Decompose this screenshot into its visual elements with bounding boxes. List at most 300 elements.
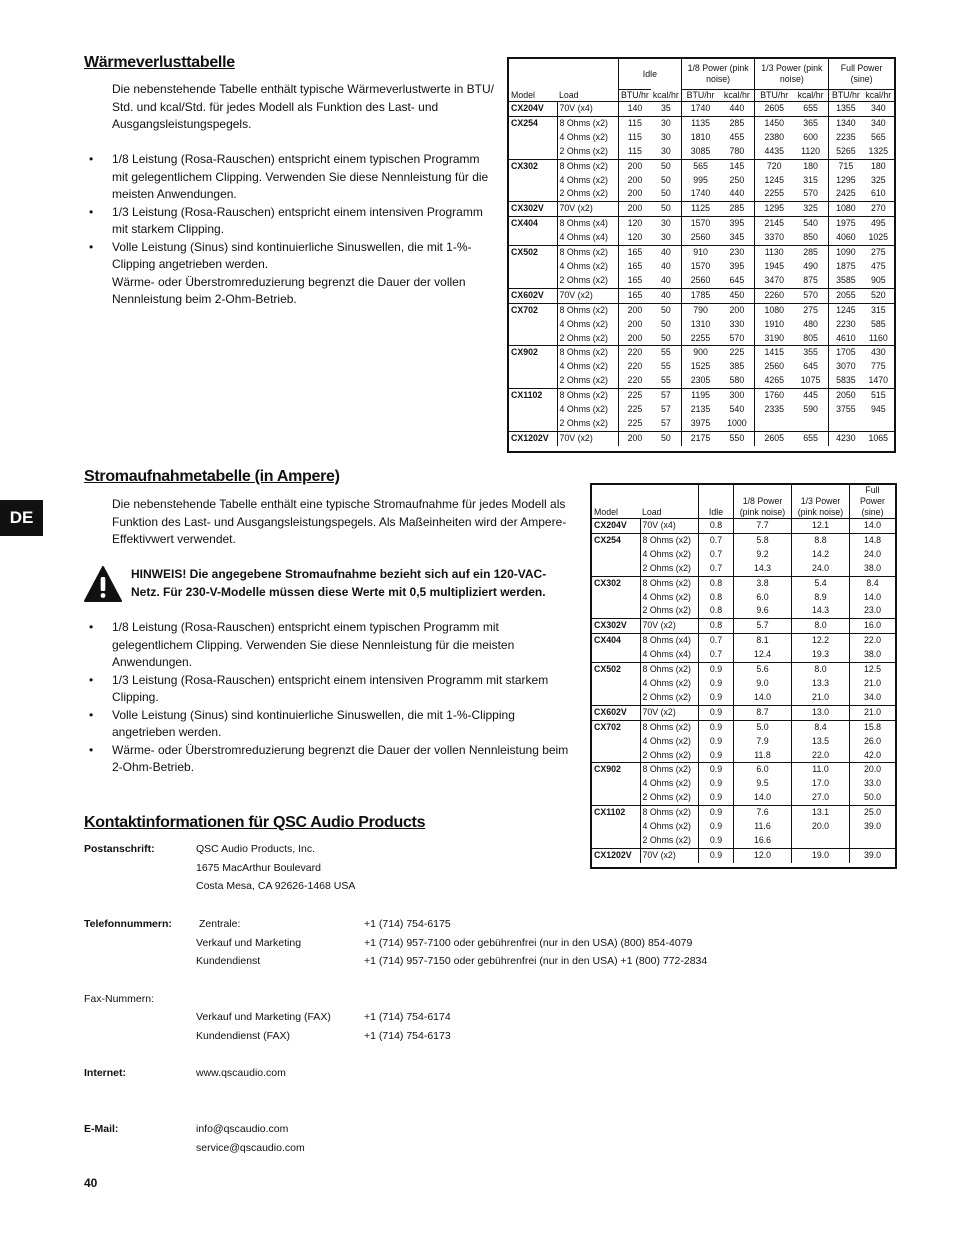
load-cell: 8 Ohms (x2)	[557, 159, 619, 173]
model-cell: CX404	[511, 218, 538, 229]
current-bullet: • 1/8 Leistung (Rosa-Rauschen) entspricht einem typischen Programm mit gelegentlichem Clipping. Verwenden Sie diese Nennleistung für die meisten Anwendungen.	[85, 619, 580, 672]
value-cell: 550	[729, 432, 745, 443]
value-cell: 8.4	[792, 720, 850, 734]
value-cell: 345	[729, 232, 745, 243]
model-cell: CX1202V	[594, 849, 632, 860]
table-row	[509, 288, 894, 303]
value-cell: 910	[681, 246, 719, 260]
value-cell: 875	[803, 274, 818, 285]
value-cell: 7.7	[734, 519, 792, 534]
load-cell: 8 Ohms (x2)	[640, 806, 699, 820]
load-cell: 2 Ohms (x2)	[640, 834, 699, 848]
value-cell: 1705	[829, 346, 863, 360]
load-cell: 70V (x4)	[557, 102, 619, 117]
value-cell: 0.7	[699, 562, 734, 576]
value-cell: 0.8	[699, 576, 734, 590]
value-cell: 115	[619, 145, 651, 159]
col-kcal: kcal/hr	[719, 90, 755, 102]
table-row	[592, 720, 895, 734]
load-cell: 4 Ohms (x4)	[557, 231, 619, 245]
value-cell: 0.8	[699, 619, 734, 634]
table-row	[592, 705, 895, 720]
heat-bullet-list	[85, 151, 495, 309]
table-row	[509, 318, 894, 332]
table-row	[509, 231, 894, 245]
current-bullet: • Wärme- oder Überstromreduzierung begrenzt die Dauer der vollen Nennleistung beim 2-Ohm-Betrieb.	[85, 742, 580, 777]
model-cell: CX702	[511, 304, 538, 315]
table-row	[509, 174, 894, 188]
value-cell: 8.0	[792, 619, 850, 634]
postal-line: Costa Mesa, CA 92626-1468 USA	[196, 880, 356, 893]
group-third: 1/3 Power (pink noise)	[755, 59, 829, 90]
value-cell: 270	[870, 203, 886, 214]
value-cell: 39.0	[850, 820, 896, 834]
value-cell: 645	[803, 361, 818, 372]
value-cell: 34.0	[850, 691, 896, 705]
value-cell: 0.8	[699, 591, 734, 605]
value-cell: 0.9	[699, 677, 734, 691]
internet-url[interactable]: www.qscaudio.com	[196, 1067, 286, 1079]
load-cell: 2 Ohms (x2)	[557, 187, 619, 201]
load-cell: 2 Ohms (x2)	[557, 374, 619, 388]
value-cell: 325	[870, 174, 886, 185]
value-cell: 1760	[755, 389, 793, 403]
value-cell: 120	[619, 231, 651, 245]
value-cell: 140	[619, 102, 651, 117]
value-cell: 200	[619, 431, 651, 445]
table-row	[509, 303, 894, 317]
value-cell: 200	[619, 332, 651, 346]
model-cell: CX204V	[511, 103, 544, 113]
phone-main-number: +1 (714) 754-6175	[364, 918, 451, 930]
value-cell: 39.0	[850, 848, 896, 862]
heat-bullet-note: Wärme- oder Überstromreduzierung begrenzt die Dauer der vollen Nennleistung beim 2-Ohm-Betrieb.	[112, 274, 466, 306]
value-cell: 1785	[681, 288, 719, 303]
table-row	[592, 848, 895, 862]
value-cell: 8.0	[792, 663, 850, 677]
value-cell: 2560	[755, 360, 793, 374]
table-row	[509, 131, 894, 145]
group-idle: Idle	[619, 59, 682, 90]
value-cell: 1525	[681, 360, 719, 374]
value-cell: 475	[870, 260, 886, 271]
load-cell: 8 Ohms (x2)	[640, 533, 699, 547]
value-cell: 14.2	[792, 548, 850, 562]
value-cell: 40	[660, 260, 671, 271]
col-load: Load	[559, 90, 579, 100]
table-row	[509, 159, 894, 173]
value-cell: 395	[729, 218, 745, 229]
load-cell: 8 Ohms (x2)	[557, 346, 619, 360]
value-cell: 0.9	[699, 791, 734, 805]
value-cell: 0.9	[699, 848, 734, 862]
col-third: 1/3 Power (pink noise)	[792, 485, 850, 519]
model-cell: CX404	[594, 635, 621, 646]
value-cell: 1135	[681, 116, 719, 130]
value-cell: 4435	[755, 145, 793, 159]
value-cell: 4060	[829, 231, 863, 245]
fax-list	[196, 1008, 776, 1045]
table-row	[592, 519, 895, 534]
value-cell: 300	[729, 390, 745, 401]
table-row	[509, 202, 894, 217]
value-cell: 165	[619, 246, 651, 260]
value-cell: 1295	[755, 202, 793, 217]
value-cell: 27.0	[792, 791, 850, 805]
load-cell: 2 Ohms (x2)	[557, 417, 619, 431]
phone-service-label: Kundendienst	[196, 955, 261, 968]
value-cell: 7.6	[734, 806, 792, 820]
value-cell: 200	[619, 318, 651, 332]
value-cell: 0.9	[699, 763, 734, 777]
value-cell: 0.7	[699, 533, 734, 547]
load-cell: 8 Ohms (x2)	[557, 116, 619, 130]
value-cell: 11.0	[792, 763, 850, 777]
table-row	[509, 332, 894, 346]
value-cell: 21.0	[792, 691, 850, 705]
value-cell: 590	[803, 404, 818, 415]
value-cell: 1130	[755, 246, 793, 260]
value-cell: 275	[803, 304, 818, 315]
value-cell: 275	[870, 247, 886, 258]
value-cell: 12.1	[792, 519, 850, 534]
value-cell: 515	[870, 390, 886, 401]
value-cell: 285	[729, 203, 745, 214]
value-cell: 57	[660, 404, 671, 415]
value-cell: 19.0	[792, 848, 850, 862]
value-cell: 570	[803, 188, 818, 199]
value-cell: 50	[660, 304, 671, 315]
value-cell: 3085	[681, 145, 719, 159]
value-cell	[863, 417, 894, 431]
value-cell: 24.0	[792, 562, 850, 576]
value-cell: 430	[870, 347, 886, 358]
value-cell: 2335	[755, 403, 793, 417]
postal-address	[196, 840, 496, 896]
email-address[interactable]: info@qscaudio.com	[196, 1123, 289, 1135]
value-cell: 225	[619, 389, 651, 403]
value-cell: 2255	[755, 187, 793, 201]
table-row	[592, 663, 895, 677]
postal-line: QSC Audio Products, Inc.	[196, 843, 316, 855]
model-cell: CX702	[594, 721, 621, 732]
load-cell: 2 Ohms (x2)	[640, 604, 699, 618]
table-row	[509, 145, 894, 159]
value-cell: 180	[803, 160, 818, 171]
page-number: 40	[84, 1176, 98, 1190]
value-cell: 0.9	[699, 691, 734, 705]
load-cell: 8 Ohms (x2)	[557, 246, 619, 260]
value-cell: 340	[870, 117, 886, 128]
heat-bullet: • 1/3 Leistung (Rosa-Rauschen) entspricht einem intensiven Programm mit starkem Clipping.	[85, 204, 495, 239]
value-cell: 13.3	[792, 677, 850, 691]
value-cell: 1080	[755, 303, 793, 317]
value-cell: 0.8	[699, 604, 734, 618]
col-model: Model	[511, 90, 535, 100]
value-cell: 30	[660, 131, 671, 142]
internet-label: Internet:	[84, 1067, 126, 1079]
value-cell: 540	[729, 404, 745, 415]
model-cell: CX902	[594, 764, 621, 775]
value-cell: 2605	[755, 431, 793, 445]
value-cell: 1195	[681, 389, 719, 403]
value-cell: 495	[870, 218, 886, 229]
col-btu: BTU/hr	[681, 90, 719, 102]
value-cell: 38.0	[850, 562, 896, 576]
value-cell: 2235	[829, 131, 863, 145]
model-cell: CX1102	[511, 390, 543, 401]
value-cell: 3.8	[734, 576, 792, 590]
heat-bullet: • Volle Leistung (Sinus) sind kontinuierliche Sinuswellen, die mit 1-%-Clipping angetrieben werden. Wärme- oder Überstromreduzierung begrenzt die Dauer der vollen Nennleistung beim 2-Ohm-Betrieb.	[85, 239, 495, 309]
load-cell: 8 Ohms (x2)	[557, 303, 619, 317]
table-row	[592, 763, 895, 777]
value-cell: 115	[619, 116, 651, 130]
phone-service-number: +1 (714) 957-7150 oder gebührenfrei (nur in den USA) +1 (800) 772-2834	[364, 955, 708, 968]
value-cell	[792, 834, 850, 848]
value-cell: 4265	[755, 374, 793, 388]
value-cell: 3370	[755, 231, 793, 245]
value-cell: 8.4	[850, 576, 896, 590]
value-cell: 1740	[681, 102, 719, 117]
load-cell: 4 Ohms (x2)	[557, 260, 619, 274]
value-cell: 4610	[829, 332, 863, 346]
value-cell: 0.9	[699, 834, 734, 848]
value-cell: 145	[729, 160, 745, 171]
value-cell: 200	[619, 202, 651, 217]
col-model: Model	[594, 507, 618, 517]
heat-table	[509, 59, 894, 446]
value-cell: 5.8	[734, 533, 792, 547]
value-cell: 315	[803, 174, 818, 185]
value-cell: 1245	[829, 303, 863, 317]
value-cell: 0.9	[699, 720, 734, 734]
email-list	[196, 1120, 305, 1157]
value-cell: 13.0	[792, 705, 850, 720]
value-cell: 180	[870, 160, 886, 171]
value-cell: 1470	[868, 375, 889, 386]
value-cell: 8.7	[734, 705, 792, 720]
value-cell: 355	[803, 347, 818, 358]
table-row	[509, 374, 894, 388]
value-cell: 5835	[829, 374, 863, 388]
phone-label: Telefonnummern:	[84, 918, 172, 930]
value-cell: 1080	[829, 202, 863, 217]
load-cell: 70V (x2)	[557, 202, 619, 217]
value-cell: 225	[729, 347, 745, 358]
load-cell: 8 Ohms (x4)	[557, 217, 619, 231]
value-cell: 57	[660, 417, 671, 428]
value-cell: 2055	[829, 288, 863, 303]
model-cell: CX902	[511, 347, 538, 358]
value-cell: 230	[729, 247, 745, 258]
value-cell: 580	[729, 375, 745, 386]
current-bullet-list	[85, 619, 580, 777]
value-cell: 945	[870, 404, 886, 415]
load-cell: 8 Ohms (x4)	[640, 634, 699, 648]
load-cell: 2 Ohms (x2)	[640, 749, 699, 763]
value-cell: 22.0	[792, 749, 850, 763]
fax-sales-label: Verkauf und Marketing (FAX)	[196, 1011, 331, 1023]
table-row	[592, 619, 895, 634]
col-kcal: kcal/hr	[863, 90, 894, 102]
value-cell: 16.0	[850, 619, 896, 634]
value-cell: 12.2	[792, 634, 850, 648]
value-cell: 50	[660, 160, 671, 171]
value-cell: 7.9	[734, 735, 792, 749]
value-cell: 8.9	[792, 591, 850, 605]
value-cell: 14.0	[734, 791, 792, 805]
value-cell	[755, 417, 793, 431]
value-cell: 570	[729, 332, 745, 343]
load-cell: 70V (x2)	[640, 848, 699, 862]
load-cell: 2 Ohms (x2)	[557, 145, 619, 159]
table-row	[509, 102, 894, 117]
value-cell: 120	[619, 217, 651, 231]
value-cell: 540	[803, 218, 818, 229]
value-cell: 0.7	[699, 648, 734, 662]
model-cell: CX302V	[511, 203, 544, 214]
value-cell: 38.0	[850, 648, 896, 662]
table-row	[592, 533, 895, 547]
fax-service-label: Kundendienst (FAX)	[196, 1029, 290, 1042]
current-intro: Die nebenstehende Tabelle enthält eine typische Stromaufnahme für jedes Modell als Funktion des Last- und Ausgangsleistungspegels. Als Maßeinheiten wird der Ampere-Effektivwert verwendet.	[112, 497, 567, 546]
current-bullet: • Volle Leistung (Sinus) sind kontinuierliche Sinuswellen, die mit 1-%-Clipping angetrieben werden.	[85, 707, 580, 742]
value-cell: 19.3	[792, 648, 850, 662]
value-cell: 2175	[681, 431, 719, 445]
value-cell: 30	[660, 218, 671, 229]
value-cell: 25.0	[850, 806, 896, 820]
model-cell: CX254	[511, 117, 538, 128]
table-row	[509, 389, 894, 403]
value-cell: 0.9	[699, 663, 734, 677]
value-cell: 1245	[755, 174, 793, 188]
value-cell: 13.1	[792, 806, 850, 820]
value-cell: 1310	[681, 318, 719, 332]
value-cell: 805	[803, 332, 818, 343]
value-cell: 13.5	[792, 735, 850, 749]
table-row	[509, 274, 894, 288]
value-cell: 35	[660, 103, 671, 113]
value-cell: 2255	[681, 332, 719, 346]
email-address[interactable]: service@qscaudio.com	[196, 1141, 305, 1154]
warning-icon	[84, 566, 122, 602]
value-cell: 1355	[829, 102, 863, 117]
value-cell: 165	[619, 288, 651, 303]
col-full: Full Power (sine)	[850, 485, 896, 519]
value-cell: 1415	[755, 346, 793, 360]
load-cell: 8 Ohms (x2)	[640, 720, 699, 734]
value-cell: 14.0	[850, 591, 896, 605]
heat-bullet: • 1/8 Leistung (Rosa-Rauschen) entspricht einem typischen Programm mit gelegentlichem Clipping. Verwenden Sie diese Nennleistung für die meisten Anwendungen.	[85, 151, 495, 204]
load-cell: 70V (x2)	[557, 431, 619, 445]
value-cell: 3975	[681, 417, 719, 431]
value-cell: 0.9	[699, 735, 734, 749]
value-cell: 11.8	[734, 749, 792, 763]
heat-intro: Die nebenstehende Tabelle enthält typische Wärmeverlustwerte in BTU/ Std. und kcal/Std. für jedes Modell als Funktion des Last- und Ausgangsleistungspegels.	[112, 82, 494, 131]
load-cell: 4 Ohms (x2)	[557, 131, 619, 145]
value-cell: 0.9	[699, 777, 734, 791]
value-cell: 1945	[755, 260, 793, 274]
value-cell: 33.0	[850, 777, 896, 791]
value-cell: 720	[755, 159, 793, 173]
phone-sales-number: +1 (714) 957-7100 oder gebührenfrei (nur in den USA) (800) 854-4079	[364, 936, 693, 949]
value-cell: 2135	[681, 403, 719, 417]
language-tab: DE	[0, 500, 43, 536]
col-btu: BTU/hr	[755, 90, 793, 102]
value-cell: 1025	[868, 232, 889, 243]
value-cell: 20.0	[792, 820, 850, 834]
value-cell: 40	[660, 289, 671, 300]
value-cell: 9.2	[734, 548, 792, 562]
value-cell: 565	[870, 131, 886, 142]
value-cell: 50	[660, 318, 671, 329]
current-table	[592, 485, 895, 863]
load-cell: 4 Ohms (x2)	[557, 360, 619, 374]
value-cell: 225	[619, 403, 651, 417]
load-cell: 8 Ohms (x2)	[640, 663, 699, 677]
postal-line: 1675 MacArthur Boulevard	[196, 861, 321, 874]
load-cell: 70V (x4)	[640, 519, 699, 534]
value-cell: 480	[803, 318, 818, 329]
value-cell: 780	[729, 145, 745, 156]
value-cell: 6.0	[734, 591, 792, 605]
load-cell: 4 Ohms (x2)	[640, 735, 699, 749]
load-cell: 70V (x2)	[640, 619, 699, 634]
load-cell: 2 Ohms (x2)	[557, 332, 619, 346]
value-cell: 2260	[755, 288, 793, 303]
value-cell	[829, 417, 863, 431]
value-cell: 3470	[755, 274, 793, 288]
fax-service-number: +1 (714) 754-6173	[364, 1029, 451, 1042]
value-cell: 12.5	[850, 663, 896, 677]
value-cell: 1160	[868, 332, 888, 343]
value-cell: 5.7	[734, 619, 792, 634]
value-cell: 285	[803, 247, 818, 258]
value-cell: 55	[660, 347, 671, 358]
load-cell: 2 Ohms (x2)	[640, 691, 699, 705]
value-cell: 14.0	[734, 691, 792, 705]
value-cell: 1975	[829, 217, 863, 231]
value-cell: 200	[619, 303, 651, 317]
value-cell: 14.0	[850, 519, 896, 534]
value-cell: 30	[660, 145, 671, 156]
postal-label: Postanschrift:	[84, 843, 155, 855]
load-cell: 8 Ohms (x2)	[557, 389, 619, 403]
value-cell: 2425	[829, 187, 863, 201]
value-cell: 445	[803, 390, 818, 401]
value-cell: 600	[803, 131, 818, 142]
table-row	[509, 417, 894, 431]
value-cell: 2560	[681, 274, 719, 288]
load-cell: 4 Ohms (x2)	[640, 820, 699, 834]
model-cell: CX302	[594, 577, 621, 588]
table-row	[592, 576, 895, 590]
value-cell: 5265	[829, 145, 863, 159]
value-cell: 16.6	[734, 834, 792, 848]
value-cell: 17.0	[792, 777, 850, 791]
value-cell: 40	[660, 247, 671, 258]
value-cell: 850	[803, 232, 818, 243]
value-cell: 1740	[681, 187, 719, 201]
value-cell: 325	[803, 203, 818, 214]
value-cell: 565	[681, 159, 719, 173]
value-cell: 23.0	[850, 604, 896, 618]
value-cell: 790	[681, 303, 719, 317]
value-cell: 11.6	[734, 820, 792, 834]
table-row	[592, 806, 895, 820]
value-cell: 14.3	[792, 604, 850, 618]
value-cell: 6.0	[734, 763, 792, 777]
